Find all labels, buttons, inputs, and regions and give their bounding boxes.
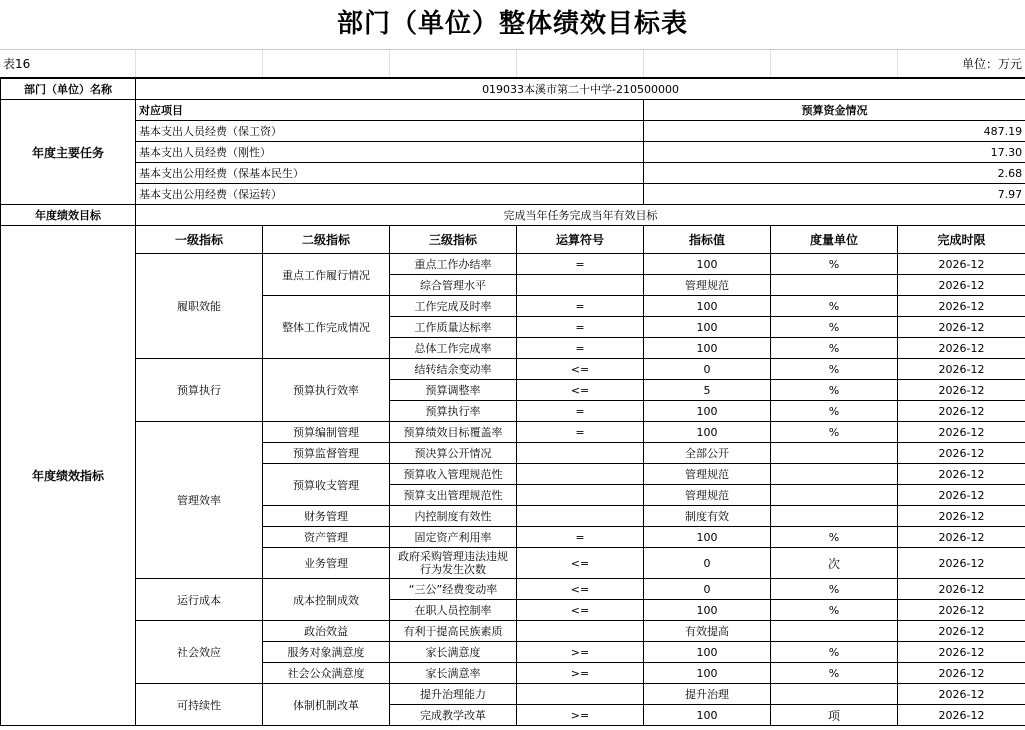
unit-cell: %	[771, 579, 898, 600]
indicator-row	[1, 422, 1025, 443]
value-cell: 有效提高	[644, 621, 771, 642]
unit-cell	[771, 506, 898, 527]
level3-cell: 固定资产利用率	[390, 527, 517, 548]
header-level3: 三级指标	[390, 226, 517, 254]
level1-cell: 管理效率	[136, 422, 263, 579]
value-cell: 100	[644, 254, 771, 275]
value-cell: 100	[644, 642, 771, 663]
indicators-label: 年度绩效指标	[1, 226, 136, 726]
unit-cell	[771, 275, 898, 296]
unit-cell: %	[771, 422, 898, 443]
level3-cell: 有利于提高民族素质	[390, 621, 517, 642]
level3-cell: 政府采购管理违法违规行为发生次数	[390, 548, 517, 579]
dept-name-row	[1, 79, 1025, 100]
header-deadline: 完成时限	[898, 226, 1025, 254]
deadline-cell: 2026-12	[898, 579, 1025, 600]
deadline-cell: 2026-12	[898, 422, 1025, 443]
indicator-row	[1, 684, 1025, 705]
value-cell: 0	[644, 359, 771, 380]
unit-cell: 项	[771, 705, 898, 726]
indicator-row	[1, 621, 1025, 642]
unit-label: 单位：万元	[897, 50, 1025, 78]
deadline-cell: 2026-12	[898, 254, 1025, 275]
level3-cell: 预算绩效目标覆盖率	[390, 422, 517, 443]
level2-cell: 重点工作履行情况	[263, 254, 390, 296]
operator-cell: >=	[517, 642, 644, 663]
operator-cell: =	[517, 527, 644, 548]
col-item-header: 对应项目	[136, 100, 644, 121]
task-item: 基本支出人员经费（刚性）	[136, 142, 644, 163]
level3-cell: 预算调整率	[390, 380, 517, 401]
operator-cell: >=	[517, 705, 644, 726]
operator-cell	[517, 621, 644, 642]
level2-cell: 业务管理	[263, 548, 390, 579]
unit-cell	[771, 621, 898, 642]
level3-cell: 工作质量达标率	[390, 317, 517, 338]
operator-cell: =	[517, 338, 644, 359]
level3-cell: 完成教学改革	[390, 705, 517, 726]
header-unit: 度量单位	[771, 226, 898, 254]
operator-cell: =	[517, 254, 644, 275]
level3-cell: 预决算公开情况	[390, 443, 517, 464]
level2-cell: 体制机制改革	[263, 684, 390, 726]
value-cell: 管理规范	[644, 464, 771, 485]
value-cell: 100	[644, 317, 771, 338]
value-cell: 100	[644, 527, 771, 548]
level2-cell: 财务管理	[263, 506, 390, 527]
operator-cell: <=	[517, 380, 644, 401]
annual-tasks-label: 年度主要任务	[1, 100, 136, 205]
annual-goal-text: 完成当年任务完成当年有效目标	[136, 205, 1025, 226]
value-cell: 100	[644, 296, 771, 317]
level3-cell: 预算执行率	[390, 401, 517, 422]
operator-cell	[517, 443, 644, 464]
level2-cell: 服务对象满意度	[263, 642, 390, 663]
value-cell: 100	[644, 338, 771, 359]
task-amount: 7.97	[644, 184, 1025, 205]
deadline-cell: 2026-12	[898, 380, 1025, 401]
deadline-cell: 2026-12	[898, 338, 1025, 359]
deadline-cell: 2026-12	[898, 506, 1025, 527]
task-amount: 2.68	[644, 163, 1025, 184]
value-cell: 0	[644, 548, 771, 579]
level3-cell: 家长满意度	[390, 642, 517, 663]
level2-cell: 成本控制成效	[263, 579, 390, 621]
operator-cell: =	[517, 317, 644, 338]
page-title: 部门（单位）整体绩效目标表	[0, 0, 1025, 50]
level2-cell: 政治效益	[263, 621, 390, 642]
task-amount: 487.19	[644, 121, 1025, 142]
unit-cell: %	[771, 359, 898, 380]
level1-cell: 预算执行	[136, 359, 263, 422]
value-cell: 提升治理	[644, 684, 771, 705]
annual-goal-label: 年度绩效目标	[1, 205, 136, 226]
level2-cell: 整体工作完成情况	[263, 296, 390, 359]
deadline-cell: 2026-12	[898, 464, 1025, 485]
deadline-cell: 2026-12	[898, 663, 1025, 684]
deadline-cell: 2026-12	[898, 642, 1025, 663]
level3-cell: 工作完成及时率	[390, 296, 517, 317]
deadline-cell: 2026-12	[898, 485, 1025, 506]
unit-cell: %	[771, 642, 898, 663]
performance-table	[0, 78, 1025, 726]
unit-cell	[771, 485, 898, 506]
unit-cell: %	[771, 380, 898, 401]
level3-cell: 结转结余变动率	[390, 359, 517, 380]
deadline-cell: 2026-12	[898, 705, 1025, 726]
deadline-cell: 2026-12	[898, 527, 1025, 548]
level2-cell: 社会公众满意度	[263, 663, 390, 684]
operator-cell: <=	[517, 359, 644, 380]
level2-cell: 预算编制管理	[263, 422, 390, 443]
header-level2: 二级指标	[263, 226, 390, 254]
level3-cell: 综合管理水平	[390, 275, 517, 296]
value-cell: 100	[644, 600, 771, 621]
level3-cell: 预算支出管理规范性	[390, 485, 517, 506]
level3-cell: 内控制度有效性	[390, 506, 517, 527]
value-cell: 100	[644, 705, 771, 726]
unit-cell: %	[771, 254, 898, 275]
unit-cell: %	[771, 527, 898, 548]
level3-cell: 总体工作完成率	[390, 338, 517, 359]
deadline-cell: 2026-12	[898, 401, 1025, 422]
indicators-header-row	[1, 226, 1025, 254]
deadline-cell: 2026-12	[898, 600, 1025, 621]
level3-cell: 提升治理能力	[390, 684, 517, 705]
level3-cell: 在职人员控制率	[390, 600, 517, 621]
value-cell: 管理规范	[644, 275, 771, 296]
task-row	[1, 184, 1025, 205]
value-cell: 制度有效	[644, 506, 771, 527]
unit-cell	[771, 684, 898, 705]
value-cell: 全部公开	[644, 443, 771, 464]
level1-cell: 社会效应	[136, 621, 263, 684]
deadline-cell: 2026-12	[898, 621, 1025, 642]
unit-cell: 次	[771, 548, 898, 579]
level3-cell: “三公”经费变动率	[390, 579, 517, 600]
col-budget-header: 预算资金情况	[644, 100, 1025, 121]
operator-cell: <=	[517, 548, 644, 579]
deadline-cell: 2026-12	[898, 684, 1025, 705]
level1-cell: 可持续性	[136, 684, 263, 726]
tasks-header-row	[1, 100, 1025, 121]
unit-cell: %	[771, 401, 898, 422]
operator-cell: <=	[517, 579, 644, 600]
deadline-cell: 2026-12	[898, 443, 1025, 464]
header-value: 指标值	[644, 226, 771, 254]
indicator-row	[1, 579, 1025, 600]
deadline-cell: 2026-12	[898, 548, 1025, 579]
header-operator: 运算符号	[517, 226, 644, 254]
value-cell: 100	[644, 422, 771, 443]
unit-cell: %	[771, 317, 898, 338]
operator-cell	[517, 684, 644, 705]
value-cell: 5	[644, 380, 771, 401]
task-row	[1, 121, 1025, 142]
task-row	[1, 142, 1025, 163]
value-cell: 100	[644, 663, 771, 684]
annual-goal-row	[1, 205, 1025, 226]
deadline-cell: 2026-12	[898, 317, 1025, 338]
operator-cell: =	[517, 296, 644, 317]
unit-cell: %	[771, 338, 898, 359]
unit-cell: %	[771, 296, 898, 317]
task-amount: 17.30	[644, 142, 1025, 163]
operator-cell	[517, 464, 644, 485]
operator-cell	[517, 485, 644, 506]
task-item: 基本支出人员经费（保工资）	[136, 121, 644, 142]
deadline-cell: 2026-12	[898, 296, 1025, 317]
unit-cell	[771, 443, 898, 464]
deadline-cell: 2026-12	[898, 275, 1025, 296]
level1-cell: 运行成本	[136, 579, 263, 621]
operator-cell: <=	[517, 600, 644, 621]
header-level1: 一级指标	[136, 226, 263, 254]
meta-row	[0, 50, 1025, 78]
operator-cell	[517, 275, 644, 296]
value-cell: 管理规范	[644, 485, 771, 506]
operator-cell: =	[517, 401, 644, 422]
level2-cell: 预算监督管理	[263, 443, 390, 464]
task-row	[1, 163, 1025, 184]
operator-cell	[517, 506, 644, 527]
level1-cell: 履职效能	[136, 254, 263, 359]
meta-row-table	[0, 50, 1025, 78]
level3-cell: 家长满意率	[390, 663, 517, 684]
unit-cell: %	[771, 600, 898, 621]
task-item: 基本支出公用经费（保运转）	[136, 184, 644, 205]
dept-name-label: 部门（单位）名称	[1, 79, 136, 100]
value-cell: 100	[644, 401, 771, 422]
indicator-row	[1, 254, 1025, 275]
task-item: 基本支出公用经费（保基本民生）	[136, 163, 644, 184]
level2-cell: 预算收支管理	[263, 464, 390, 506]
value-cell: 0	[644, 579, 771, 600]
table-number: 表16	[0, 50, 135, 78]
operator-cell: =	[517, 422, 644, 443]
unit-cell: %	[771, 663, 898, 684]
level3-cell: 预算收入管理规范性	[390, 464, 517, 485]
level3-cell: 重点工作办结率	[390, 254, 517, 275]
operator-cell: >=	[517, 663, 644, 684]
indicator-row	[1, 359, 1025, 380]
unit-cell	[771, 464, 898, 485]
level2-cell: 资产管理	[263, 527, 390, 548]
dept-name-value: 019033本溪市第二十中学-210500000	[136, 79, 1025, 100]
deadline-cell: 2026-12	[898, 359, 1025, 380]
level2-cell: 预算执行效率	[263, 359, 390, 422]
